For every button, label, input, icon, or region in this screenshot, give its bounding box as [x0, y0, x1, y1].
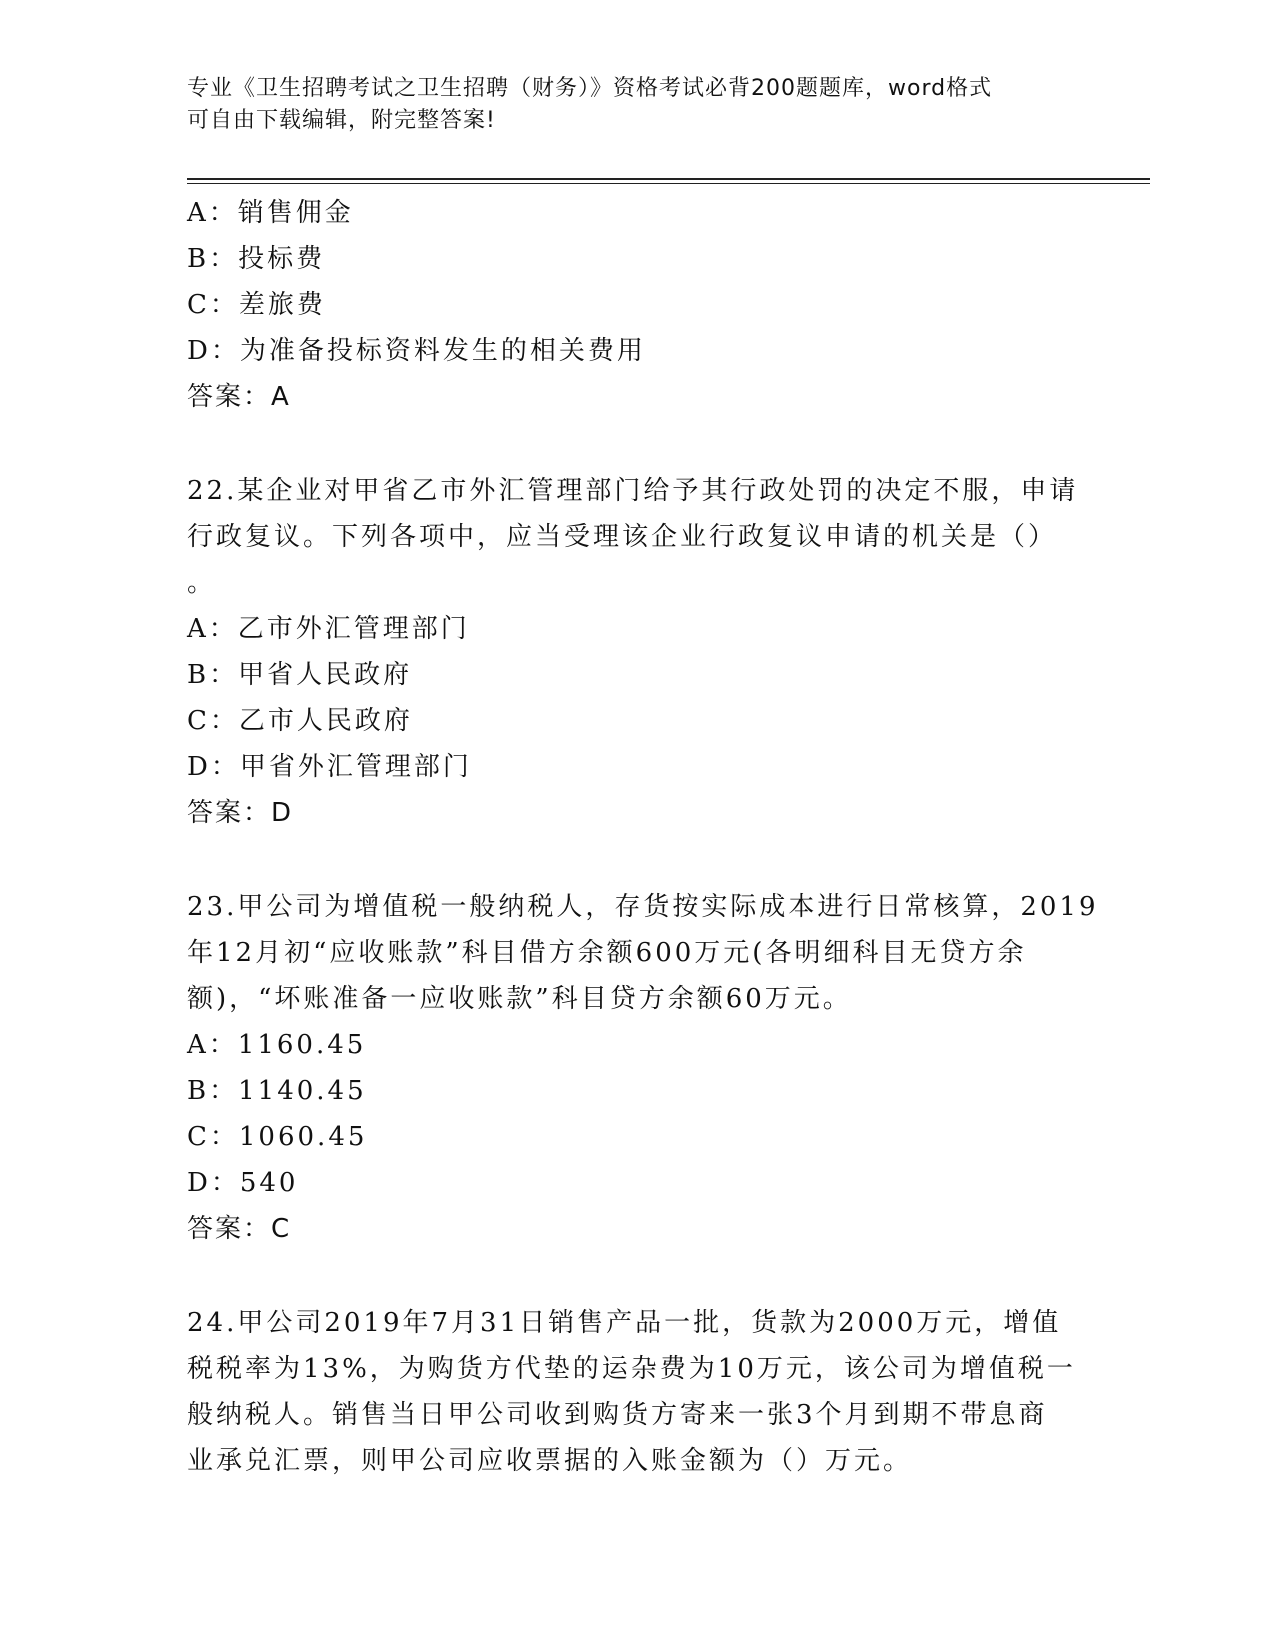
answer-line: 答案：A	[187, 382, 291, 412]
option-c: C：乙市人民政府	[187, 706, 413, 736]
question-block	[187, 884, 1099, 1252]
answer-line: 答案：D	[187, 798, 294, 828]
option-c: C：1060.45	[187, 1122, 368, 1152]
question-block	[187, 468, 1087, 836]
answer-line: 答案：C	[187, 1214, 292, 1244]
option-b: B：1140.45	[187, 1076, 367, 1106]
question-text-line: 行政复议。下列各项中，应当受理该企业行政复议申请的机关是（）	[187, 522, 1058, 552]
header-line-1: 专业《卫生招聘考试之卫生招聘（财务）》资格考试必背200题题库，word格式	[187, 76, 993, 101]
question-text-line: 24.甲公司2019年7月31日销售产品一批，货款为2000万元，增值	[187, 1308, 1062, 1338]
option-b: B：投标费	[187, 244, 326, 274]
header-divider	[187, 178, 1150, 184]
question-text-line: 年12月初“应收账款”科目借方余额600万元(各明细科目无贷方余	[187, 938, 1027, 968]
question-text-line: 税税率为13%，为购货方代垫的运杂费为10万元，该公司为增值税一	[187, 1354, 1076, 1384]
option-b: B：甲省人民政府	[187, 660, 413, 690]
question-text-line: 额)，“坏账准备一应收账款”科目贷方余额60万元。	[187, 984, 852, 1014]
document-header	[187, 73, 1077, 137]
question-text-line: 22.某企业对甲省乙市外汇管理部门给予其行政处罚的决定不服，申请	[187, 476, 1079, 506]
option-a: A：销售佣金	[187, 198, 354, 228]
question-text-line: 业承兑汇票，则甲公司应收票据的入账金额为（）万元。	[187, 1446, 913, 1476]
question-block	[187, 1300, 1087, 1484]
question-text-line: 23.甲公司为增值税一般纳税人，存货按实际成本进行日常核算，2019	[187, 892, 1099, 922]
header-line-2: 可自由下载编辑，附完整答案!	[187, 108, 496, 133]
option-a: A：乙市外汇管理部门	[187, 614, 470, 644]
option-a: A：1160.45	[187, 1030, 367, 1060]
option-c: C：差旅费	[187, 290, 326, 320]
option-d: D：540	[187, 1168, 299, 1198]
question-block	[187, 190, 1087, 420]
option-d: D：为准备投标资料发生的相关费用	[187, 336, 646, 366]
question-content	[187, 190, 1099, 1484]
question-text-line: 。	[187, 568, 217, 598]
option-d: D：甲省外汇管理部门	[187, 752, 472, 782]
question-text-line: 般纳税人。销售当日甲公司收到购货方寄来一张3个月到期不带息商	[187, 1400, 1048, 1430]
